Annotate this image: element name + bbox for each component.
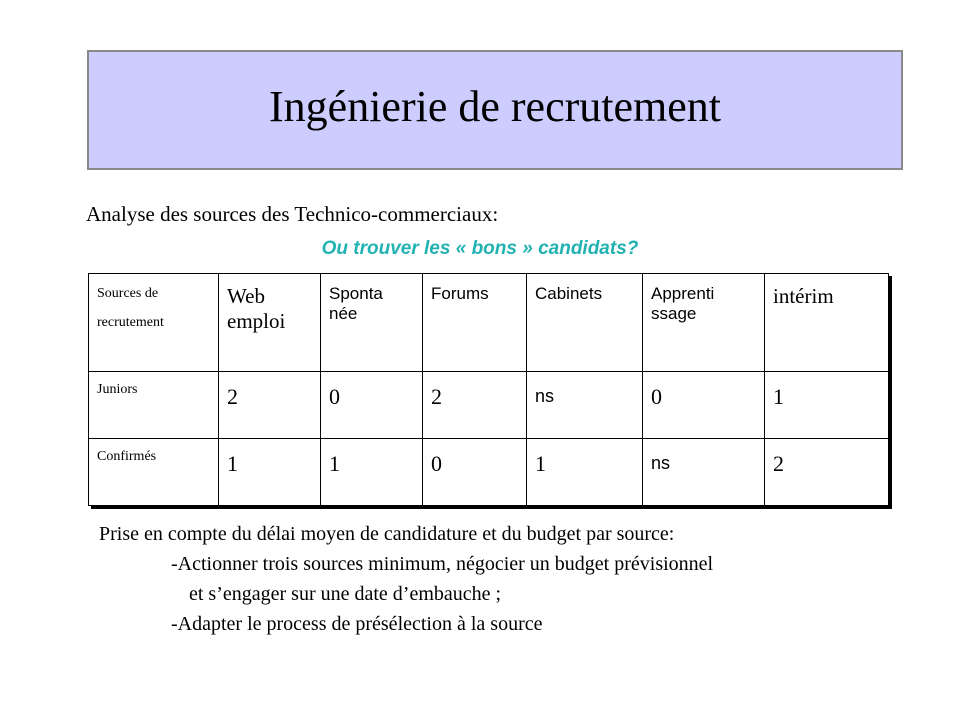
table-header-cell: intérim	[765, 274, 889, 372]
table-row	[89, 439, 889, 506]
table-cell: 0	[643, 372, 765, 439]
table-cell: 1	[321, 439, 423, 506]
sources-table	[88, 273, 889, 506]
table-corner-cell: Sources de recrutement	[89, 274, 219, 372]
row-label: Confirmés	[89, 439, 219, 506]
table-cell: 2	[219, 372, 321, 439]
table-header-cell: Web emploi	[219, 274, 321, 372]
table-header-cell: Sponta née	[321, 274, 423, 372]
table-row	[89, 372, 889, 439]
table-cell: 1	[219, 439, 321, 506]
table-cell: 1	[527, 439, 643, 506]
subtitle-text: Ou trouver les « bons » candidats?	[321, 238, 639, 259]
intro-text: Analyse des sources des Technico-commerciaux:	[86, 202, 499, 226]
table-cell: 2	[765, 439, 889, 506]
page-title: Ingénierie de recrutement	[269, 82, 721, 131]
table-cell: 2	[423, 372, 527, 439]
table-cell: 0	[423, 439, 527, 506]
table-cell: ns	[527, 372, 643, 439]
row-label: Juniors	[89, 372, 219, 439]
table-cell: ns	[643, 439, 765, 506]
note-line: -Actionner trois sources minimum, négocier un budget prévisionnel	[171, 553, 714, 575]
notes-block	[99, 519, 713, 639]
title-banner	[87, 50, 903, 170]
note-line: et s’engager sur une date d’embauche ;	[189, 583, 502, 605]
note-line: Prise en compte du délai moyen de candidature et du budget par source:	[99, 523, 675, 545]
table-header-row	[89, 274, 889, 372]
table-cell: 1	[765, 372, 889, 439]
table-cell: 0	[321, 372, 423, 439]
table-header-cell: Forums	[423, 274, 527, 372]
note-line: -Adapter le process de présélection à la source	[171, 613, 543, 635]
table-header-cell: Cabinets	[527, 274, 643, 372]
subtitle	[0, 238, 960, 260]
table-header-cell: Apprenti ssage	[643, 274, 765, 372]
